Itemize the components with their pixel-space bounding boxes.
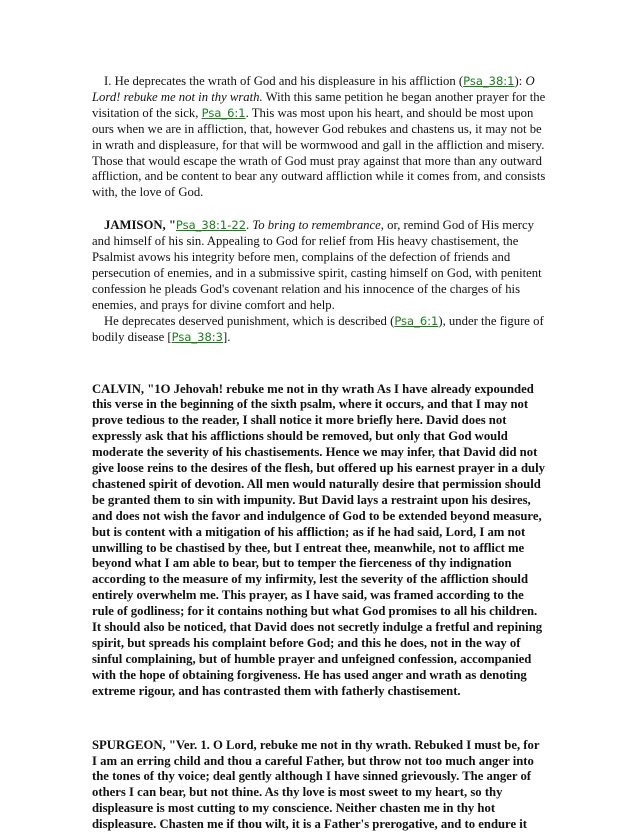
spacer	[92, 201, 546, 218]
spacer	[92, 346, 546, 382]
henry-text-2: ):	[514, 74, 526, 88]
document-page	[92, 74, 546, 833]
jamison-paragraph-2	[92, 314, 546, 346]
jamison-text-3: He deprecates deserved punishment, which is described (	[104, 313, 395, 328]
scripture-link-psa-38-3[interactable]: Psa_38:3	[171, 329, 223, 344]
spacer	[92, 700, 546, 738]
henry-text-4: . This was most upon his heart, and should be most upon ours when we are in affliction, that, however God rebukes and chastens us, it may not be in wrath and displeasure, for that will be wormwood and gall in the affliction and misery. Those that would escape the wrath of God must pray against that more than any outward affliction, and be content to bear any outward affliction while it comes from, and consists with, the love of God.	[92, 105, 546, 200]
jamison-lead: JAMISON, "	[104, 218, 176, 233]
henry-quote: O Lord! rebuke me not in thy wrath.	[92, 74, 535, 104]
henry-text-1: I. He deprecates the wrath of God and his displeasure in his affliction (	[104, 74, 464, 88]
spurgeon-paragraph: SPURGEON, "Ver. 1. O Lord, rebuke me not in thy wrath. Rebuked I must be, for I am an erring child and thou a careful Father, but throw not too much anger into the tones of thy voice; deal gently although I have sinned grievously. The anger of others I can bear, but not thine. As thy love is most sweet to my heart, so thy displeasure is most cutting to my conscience. Neither chasten me in thy hot displeasure. Chasten me if thou wilt, it is a Father's prerogative, and to endure it	[92, 737, 540, 832]
scripture-link-psa-38-1-22[interactable]: Psa_38:1-22	[175, 218, 247, 233]
jamison-text-1: .	[246, 218, 253, 233]
scripture-link-psa-6-1[interactable]: Psa_6:1	[201, 105, 246, 120]
calvin-paragraph: CALVIN, "1O Jehovah! rebuke me not in thy wrath As I have already expounded this verse in the beginning of the sixth psalm, where it occurs, and that I may not prove tedious to the reader, I shall notice it more briefly here. David does not expressly ask that his afflictions should be removed, but only that God would moderate the severity of his chastisements. Hence we may infer, that David did not give loose reins to the desires of the flesh, but offered up his earnest prayer in a duly chastened spirit of devotion. All men would naturally desire that permission should be granted them to sin with impunity. But David lays a restraint upon his desires, and does not wish the favor and indulgence of God to be extended beyond measure, but is content with a mitigation of his affliction; as if he had said, Lord, I am not unwilling to be chastised by thee, but I entreat thee, meanwhile, not to afflict me beyond what I am able to bear, but to temper the fierceness of thy indignation according to the measure of my infirmity, lest the severity of the affliction should entirely overwhelm me. This prayer, as I have said, was framed according to the rule of godliness; for it contains nothing but what God promises to all his children. It should also be noticed, that David does not secretly indulge a fretful and repining spirit, but spreads his complaint before God; and this he does, not in the way of sinful complaining, but of humble prayer and unfeigned confession, accompanied with the hope of obtaining forgiveness. He has used anger and wrath as denoting extreme rigour, and has contrasted them with fatherly chastisement.	[92, 381, 545, 698]
jamison-italic: To bring to remembrance	[252, 218, 381, 233]
henry-paragraph	[92, 74, 546, 201]
jamison-paragraph	[92, 218, 546, 313]
scripture-link-psa-38-1[interactable]: Psa_38:1	[463, 74, 515, 88]
jamison-text-5: ].	[223, 329, 231, 344]
henry-text-3: With this same petition he began another prayer for the visitation of the sick,	[92, 89, 546, 120]
jamison-text-2: , or, remind God of His mercy and himself of his sin. Appealing to God for relief from His heavy chastisement, the Psalmist avows his integrity before men, complains of the defection of friends and persecution of enemies, and in a submissive spirit, casting himself on God, with penitent confession he pleads God's covenant relation and his innocence of the charges of his enemies, and prays for divine comfort and help.	[92, 218, 542, 312]
jamison-text-4: ), under the figure of bodily disease [	[92, 313, 544, 344]
scripture-link-psa-6-1-b[interactable]: Psa_6:1	[394, 313, 439, 328]
